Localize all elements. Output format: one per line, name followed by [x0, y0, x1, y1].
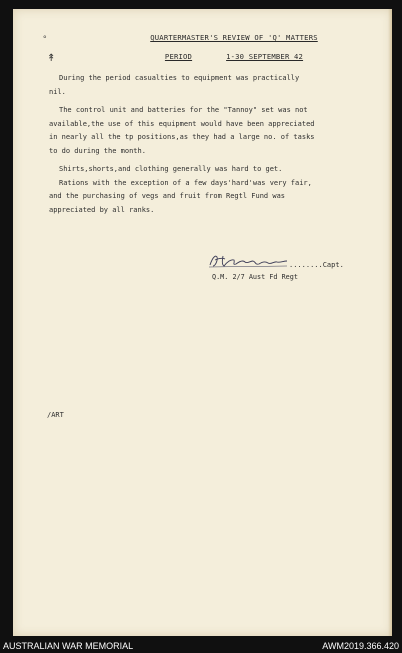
signature-title: Q.M. 2/7 Aust Fd Regt: [212, 273, 298, 281]
report-body: [49, 72, 349, 222]
period-label: PERIOD: [164, 52, 193, 61]
body-line: During the period casualties to equipment was practically: [59, 74, 300, 82]
body-line: in nearly all the tp positions,as they had a large no. of tasks: [49, 133, 315, 141]
margin-mark-2: ↟: [47, 53, 56, 64]
body-line: Shirts,shorts,and clothing generally was hard to get.: [59, 165, 283, 173]
period-line: [119, 52, 349, 61]
archive-reference: AWM2019.366.420: [322, 641, 399, 651]
period-value: 1-30 SEPTEMBER 42: [226, 52, 304, 61]
archive-name: AUSTRALIAN WAR MEMORIAL: [3, 641, 134, 651]
paragraph-clothing: [49, 163, 349, 177]
paragraph-rations: [49, 177, 349, 218]
body-line: available,the use of this equipment would have been appreciated: [49, 119, 315, 128]
body-line: Rations with the exception of a few days'hard'was very fair,: [59, 178, 312, 187]
archive-footer: [0, 641, 402, 653]
margin-mark: °: [43, 34, 47, 44]
handwritten-signature: [207, 253, 291, 269]
signature-rank: ........Capt.: [289, 261, 344, 269]
document-heading: QUARTERMASTER'S REVIEW OF 'Q' MATTERS: [150, 33, 318, 42]
body-line: and the purchasing of vegs and fruit from Regtl Fund was: [49, 192, 286, 200]
paragraph-casualties: [49, 72, 349, 99]
body-line: nil.: [49, 87, 66, 96]
body-line: to do during the month.: [49, 146, 146, 155]
document-page: [13, 9, 392, 636]
reference-initials: /ART: [47, 411, 64, 419]
paragraph-tannoy: [49, 104, 349, 158]
body-line: appreciated by all ranks.: [49, 205, 155, 214]
body-line: The control unit and batteries for the "Tannoy" set was not: [59, 106, 308, 114]
